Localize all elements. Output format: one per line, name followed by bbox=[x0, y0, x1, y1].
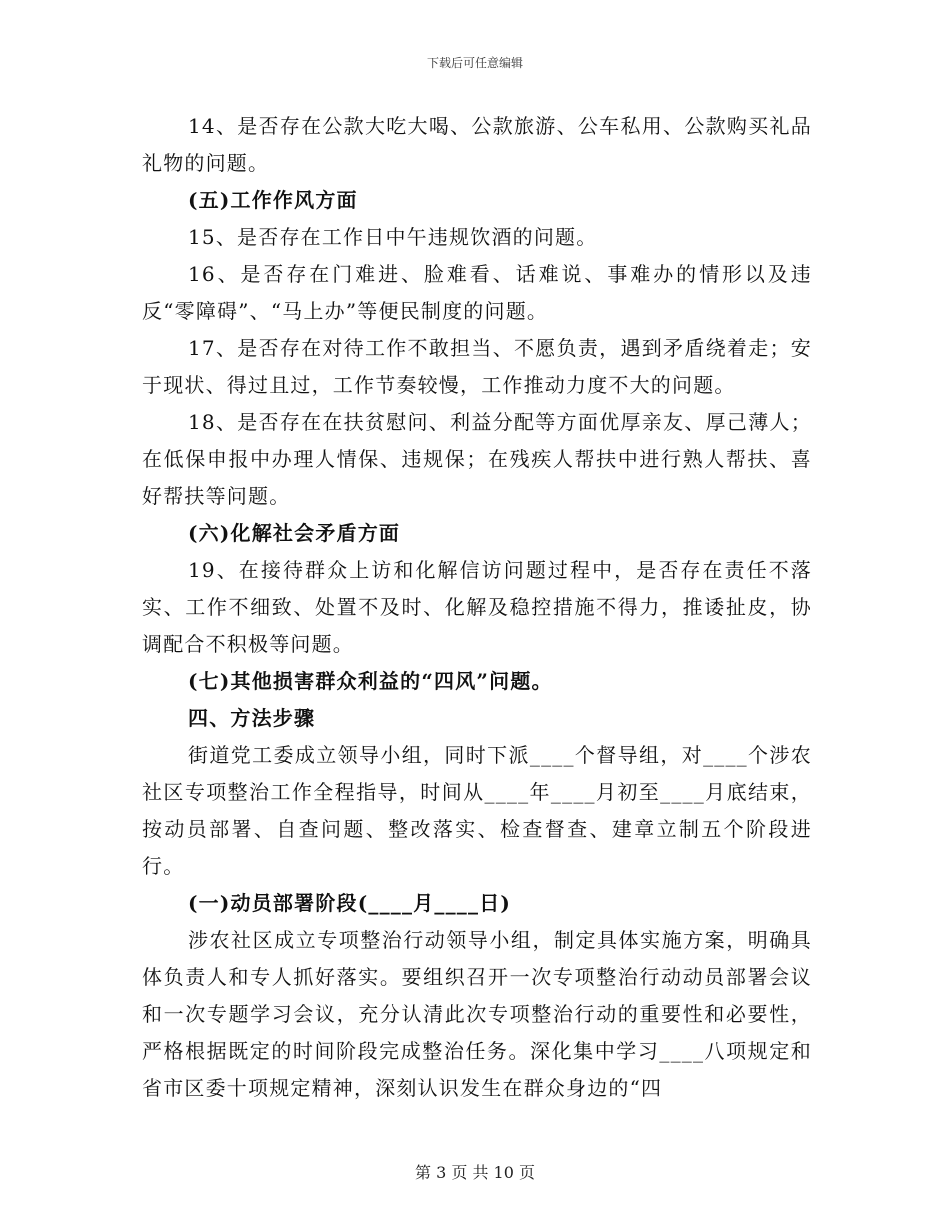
section-heading-work-style: (五)工作作风方面 bbox=[188, 188, 358, 212]
section-heading-other-issues: (七)其他损害群众利益的“四风”问题。 bbox=[188, 669, 553, 693]
section-heading-methods-steps: 四、方法步骤 bbox=[188, 706, 316, 730]
paragraph-mobilization-body: 涉农社区成立专项整治行动领导小组，制定具体实施方案，明确具体负责人和专人抓好落实。要组织召开一次专项整治行动动员部署会议和一次专题学习会议，充分认清此次专项整治行动的重要性和必要性，严格根据既定的时间阶段完成整治任务。深化集中学习____八项规定和省市区委十项规定精神，深刻认识发生在群众身边的“四 bbox=[142, 928, 812, 1100]
paragraph-item-18: 18、是否存在在扶贫慰问、利益分配等方面优厚亲友、厚己薄人；在低保申报中办理人情保、违规保；在残疾人帮扶中进行熟人帮扶、喜好帮扶等问题。 bbox=[142, 410, 812, 508]
paragraph-item-14: 14、是否存在公款大吃大喝、公款旅游、公车私用、公款购买礼品礼物的问题。 bbox=[142, 114, 812, 175]
document-body bbox=[142, 108, 812, 1107]
page-header: 下载后可任意编辑 bbox=[426, 56, 523, 70]
paragraph-methods-intro: 街道党工委成立领导小组，同时下派____个督导组，对____个涉农社区专项整治工作全程指导，时间从____年____月初至____月底结束，按动员部署、自查问题、整改落实、检查督查、建章立制五个阶段进行。 bbox=[142, 743, 812, 878]
section-heading-mobilization-stage: (一)动员部署阶段(____月____日) bbox=[188, 891, 512, 915]
page-footer: 第 3 页 共 10 页 bbox=[415, 1163, 535, 1182]
paragraph-item-15: 15、是否存在工作日中午违规饮酒的问题。 bbox=[188, 225, 598, 249]
paragraph-item-17: 17、是否存在对待工作不敢担当、不愿负责，遇到矛盾绕着走；安于现状、得过且过，工作节奏较慢，工作推动力度不大的问题。 bbox=[142, 336, 812, 397]
paragraph-item-16: 16、是否存在门难进、脸难看、话难说、事难办的情形以及违反“零障碍”、“马上办”等便民制度的问题。 bbox=[142, 262, 812, 323]
section-heading-social-conflicts: (六)化解社会矛盾方面 bbox=[188, 521, 401, 545]
paragraph-item-19: 19、在接待群众上访和化解信访问题过程中，是否存在责任不落实、工作不细致、处置不及时、化解及稳控措施不得力，推诿扯皮，协调配合不积极等问题。 bbox=[142, 558, 812, 656]
